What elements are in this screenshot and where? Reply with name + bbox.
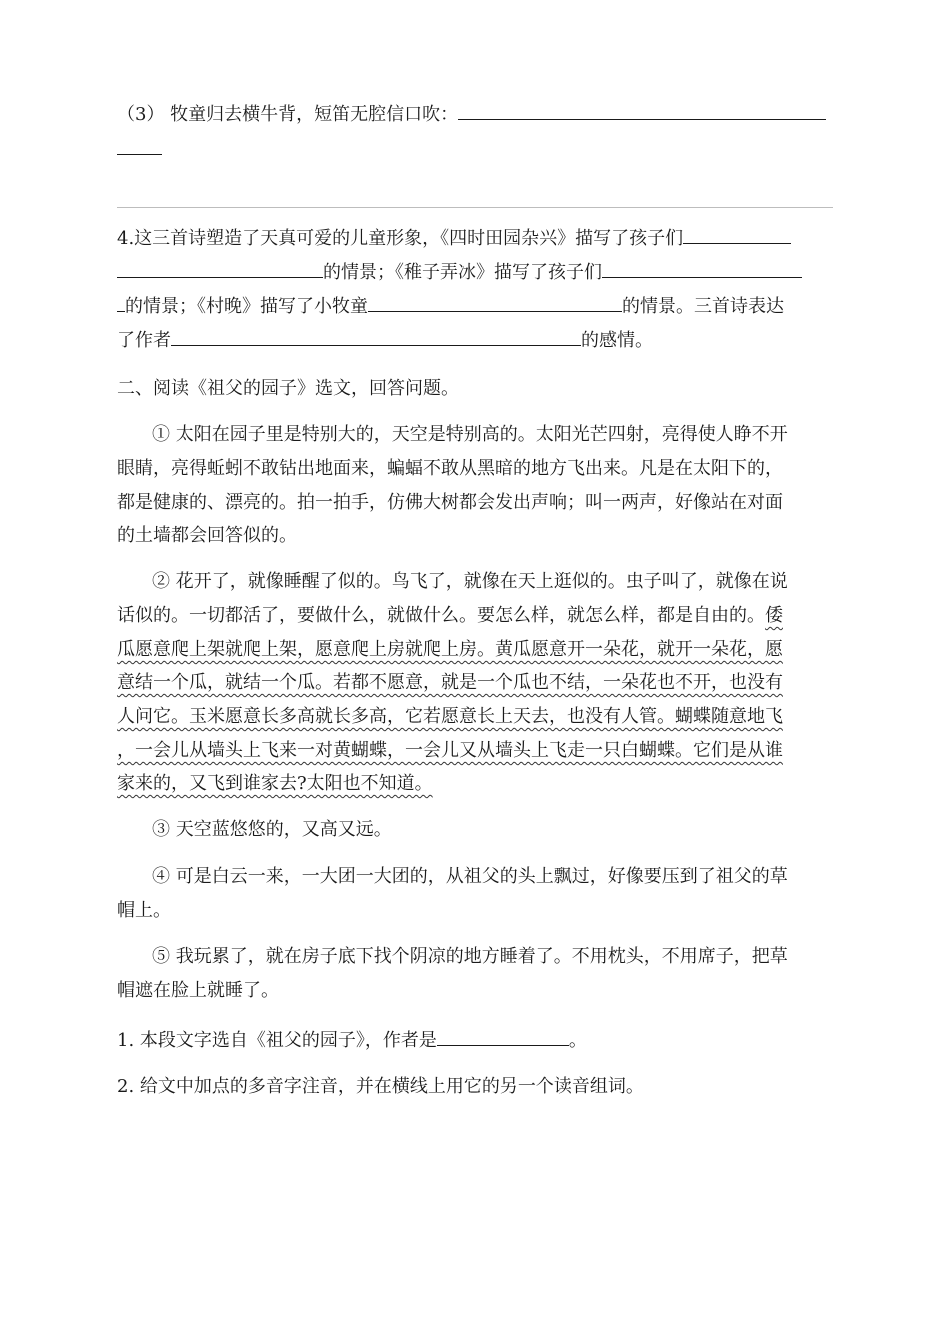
answer-blank[interactable] <box>117 259 323 278</box>
answer-blank[interactable] <box>437 1027 569 1046</box>
question-3-line <box>117 101 826 127</box>
question-4-line-2 <box>117 259 802 285</box>
question-4-line-3 <box>117 293 784 319</box>
paragraph-5-line: ⑤ 我玩累了，就在房子底下找个阴凉的地方睡着了。不用枕头，不用席子，把草 <box>152 946 788 967</box>
divider <box>117 207 833 208</box>
question-3-text: （3） 牧童归去横牛背，短笛无腔信口吹： <box>117 104 459 125</box>
wavy-underlined-line: 意结一个瓜，就结一个瓜。若都不愿意，就是一个瓜也不结，一朵花也不开，也没有 <box>117 672 783 693</box>
question-4-line-1 <box>117 225 791 251</box>
answer-blank[interactable] <box>368 293 622 312</box>
answer-blank[interactable] <box>458 101 826 120</box>
question-1 <box>117 1027 587 1053</box>
paragraph-2-text: 话似的。一切都活了，要做什么，就做什么。要怎么样，就怎么样，都是自由的。 <box>117 605 765 626</box>
question-1-text: 。 <box>568 1030 587 1051</box>
answer-blank[interactable] <box>683 225 791 244</box>
answer-blank[interactable] <box>117 136 162 155</box>
answer-blank[interactable] <box>602 259 802 278</box>
section-2-title: 二、阅读《祖父的园子》选文，回答问题。 <box>117 378 459 399</box>
question-4-line-4 <box>117 327 653 353</box>
wavy-underlined-line: 瓜愿意爬上架就爬上架，愿意爬上房就爬上房。黄瓜愿意开一朵花，就开一朵花，愿 <box>117 639 783 660</box>
wavy-underlined-line: 家来的，又飞到谁家去?太阳也不知道。 <box>117 773 433 794</box>
question-3-continuation <box>117 136 162 162</box>
answer-blank[interactable] <box>117 293 125 312</box>
paragraph-1-line: 的土墙都会回答似的。 <box>117 525 297 546</box>
question-4-text: 的情景；《稚子弄冰》描写了孩子们 <box>323 262 602 283</box>
wavy-underlined-line: 人问它。玉米愿意长多高就长多高，它若愿意长上天去，也没有人管。蝴蝶随意地飞 <box>117 706 783 727</box>
answer-blank[interactable] <box>171 327 581 346</box>
question-4-text: 的感情。 <box>581 330 653 351</box>
paragraph-1-line: 眼睛，亮得蚯蚓不敢钻出地面来，蝙蝠不敢从黑暗的地方飞出来。凡是在太阳下的， <box>117 458 783 479</box>
paragraph-3: ③ 天空蓝悠悠的，又高又远。 <box>152 819 392 840</box>
paragraph-5-line: 帽遮在脸上就睡了。 <box>117 980 279 1001</box>
wavy-underlined-line: ，一会儿从墙头上飞来一对黄蝴蝶，一会儿又从墙头上飞走一只白蝴蝶。它们是从谁 <box>117 740 783 761</box>
paragraph-1-line: 都是健康的、漂亮的。拍一拍手，仿佛大树都会发出声响；叫一两声，好像站在对面 <box>117 492 783 513</box>
wavy-underlined-text: 倭 <box>765 605 783 626</box>
question-2: 2. 给文中加点的多音字注音，并在横线上用它的另一个读音组词。 <box>117 1076 644 1097</box>
paragraph-4-line: 帽上。 <box>117 900 171 921</box>
paragraph-4-line: ④ 可是白云一来，一大团一大团的，从祖父的头上飘过，好像要压到了祖父的草 <box>152 866 788 887</box>
paragraph-2-line: ② 花开了，就像睡醒了似的。鸟飞了，就像在天上逛似的。虫子叫了，就像在说 <box>152 571 788 592</box>
paragraph-2-line <box>117 604 783 628</box>
question-4-text: 4.这三首诗塑造了天真可爱的儿童形象，《四时田园杂兴》描写了孩子们 <box>117 228 684 249</box>
question-4-text: 的情景；《村晚》描写了小牧童 <box>125 296 368 317</box>
question-1-text: 1. 本段文字选自《祖父的园子》，作者是 <box>117 1030 437 1051</box>
paragraph-1-line: ① 太阳在园子里是特别大的，天空是特别高的。太阳光芒四射，亮得使人睁不开 <box>152 424 788 445</box>
question-4-text: 的情景。三首诗表达 <box>622 296 784 317</box>
question-4-text: 了作者 <box>117 330 171 351</box>
